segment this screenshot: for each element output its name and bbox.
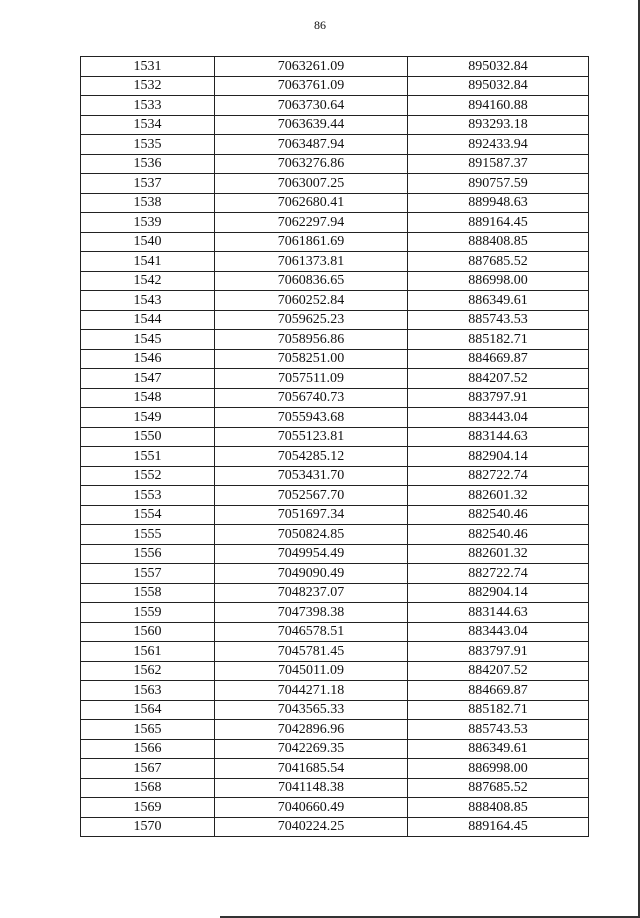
- x-coordinate-cell: 7061373.81: [215, 252, 408, 272]
- point-number-cell: 1546: [81, 349, 215, 369]
- y-coordinate-cell: 895032.84: [408, 57, 589, 77]
- y-coordinate-cell: 886349.61: [408, 739, 589, 759]
- x-coordinate-cell: 7060252.84: [215, 291, 408, 311]
- table-row: [81, 96, 589, 116]
- table-row: [81, 349, 589, 369]
- table-row: [81, 447, 589, 467]
- x-coordinate-cell: 7041148.38: [215, 778, 408, 798]
- y-coordinate-cell: 883443.04: [408, 408, 589, 428]
- x-coordinate-cell: 7056740.73: [215, 388, 408, 408]
- y-coordinate-cell: 884669.87: [408, 349, 589, 369]
- x-coordinate-cell: 7063487.94: [215, 135, 408, 155]
- point-number-cell: 1541: [81, 252, 215, 272]
- y-coordinate-cell: 895032.84: [408, 76, 589, 96]
- y-coordinate-cell: 882540.46: [408, 505, 589, 525]
- y-coordinate-cell: 883144.63: [408, 603, 589, 623]
- page-number: 86: [314, 18, 326, 32]
- y-coordinate-cell: 885182.71: [408, 700, 589, 720]
- x-coordinate-cell: 7063261.09: [215, 57, 408, 77]
- y-coordinate-cell: 886998.00: [408, 759, 589, 779]
- table-row: [81, 271, 589, 291]
- point-number-cell: 1559: [81, 603, 215, 623]
- table-row: [81, 213, 589, 233]
- table-row: [81, 76, 589, 96]
- y-coordinate-cell: 885743.53: [408, 310, 589, 330]
- point-number-cell: 1556: [81, 544, 215, 564]
- point-number-cell: 1554: [81, 505, 215, 525]
- x-coordinate-cell: 7057511.09: [215, 369, 408, 389]
- x-coordinate-cell: 7049090.49: [215, 564, 408, 584]
- point-number-cell: 1537: [81, 174, 215, 194]
- x-coordinate-cell: 7054285.12: [215, 447, 408, 467]
- point-number-cell: 1548: [81, 388, 215, 408]
- x-coordinate-cell: 7041685.54: [215, 759, 408, 779]
- x-coordinate-cell: 7063007.25: [215, 174, 408, 194]
- point-number-cell: 1566: [81, 739, 215, 759]
- y-coordinate-cell: 883797.91: [408, 642, 589, 662]
- y-coordinate-cell: 889164.45: [408, 213, 589, 233]
- x-coordinate-cell: 7046578.51: [215, 622, 408, 642]
- x-coordinate-cell: 7055123.81: [215, 427, 408, 447]
- table-row: [81, 817, 589, 837]
- table-row: [81, 739, 589, 759]
- y-coordinate-cell: 883797.91: [408, 388, 589, 408]
- y-coordinate-cell: 884669.87: [408, 681, 589, 701]
- point-number-cell: 1538: [81, 193, 215, 213]
- table-row: [81, 174, 589, 194]
- table-row: [81, 330, 589, 350]
- y-coordinate-cell: 888408.85: [408, 232, 589, 252]
- x-coordinate-cell: 7058956.86: [215, 330, 408, 350]
- table-row: [81, 564, 589, 584]
- point-number-cell: 1535: [81, 135, 215, 155]
- point-number-cell: 1570: [81, 817, 215, 837]
- x-coordinate-cell: 7045781.45: [215, 642, 408, 662]
- x-coordinate-cell: 7052567.70: [215, 486, 408, 506]
- point-number-cell: 1563: [81, 681, 215, 701]
- x-coordinate-cell: 7048237.07: [215, 583, 408, 603]
- y-coordinate-cell: 882722.74: [408, 564, 589, 584]
- y-coordinate-cell: 891587.37: [408, 154, 589, 174]
- point-number-cell: 1531: [81, 57, 215, 77]
- table-row: [81, 388, 589, 408]
- coordinates-table-body: [81, 57, 589, 837]
- y-coordinate-cell: 884207.52: [408, 369, 589, 389]
- point-number-cell: 1569: [81, 798, 215, 818]
- x-coordinate-cell: 7063276.86: [215, 154, 408, 174]
- point-number-cell: 1539: [81, 213, 215, 233]
- y-coordinate-cell: 882601.32: [408, 486, 589, 506]
- point-number-cell: 1552: [81, 466, 215, 486]
- y-coordinate-cell: 882540.46: [408, 525, 589, 545]
- table-row: [81, 486, 589, 506]
- x-coordinate-cell: 7049954.49: [215, 544, 408, 564]
- point-number-cell: 1547: [81, 369, 215, 389]
- point-number-cell: 1536: [81, 154, 215, 174]
- y-coordinate-cell: 883443.04: [408, 622, 589, 642]
- table-row: [81, 583, 589, 603]
- table-row: [81, 252, 589, 272]
- table-row: [81, 57, 589, 77]
- x-coordinate-cell: 7040224.25: [215, 817, 408, 837]
- table-row: [81, 505, 589, 525]
- x-coordinate-cell: 7051697.34: [215, 505, 408, 525]
- point-number-cell: 1560: [81, 622, 215, 642]
- x-coordinate-cell: 7055943.68: [215, 408, 408, 428]
- point-number-cell: 1567: [81, 759, 215, 779]
- y-coordinate-cell: 882601.32: [408, 544, 589, 564]
- table-row: [81, 720, 589, 740]
- point-number-cell: 1533: [81, 96, 215, 116]
- point-number-cell: 1534: [81, 115, 215, 135]
- table-row: [81, 427, 589, 447]
- y-coordinate-cell: 882904.14: [408, 447, 589, 467]
- table-row: [81, 310, 589, 330]
- point-number-cell: 1555: [81, 525, 215, 545]
- y-coordinate-cell: 886349.61: [408, 291, 589, 311]
- table-row: [81, 193, 589, 213]
- table-row: [81, 369, 589, 389]
- point-number-cell: 1558: [81, 583, 215, 603]
- x-coordinate-cell: 7063730.64: [215, 96, 408, 116]
- x-coordinate-cell: 7063761.09: [215, 76, 408, 96]
- x-coordinate-cell: 7062680.41: [215, 193, 408, 213]
- y-coordinate-cell: 889948.63: [408, 193, 589, 213]
- point-number-cell: 1551: [81, 447, 215, 467]
- table-row: [81, 525, 589, 545]
- x-coordinate-cell: 7062297.94: [215, 213, 408, 233]
- table-row: [81, 700, 589, 720]
- table-row: [81, 661, 589, 681]
- point-number-cell: 1564: [81, 700, 215, 720]
- y-coordinate-cell: 885182.71: [408, 330, 589, 350]
- x-coordinate-cell: 7050824.85: [215, 525, 408, 545]
- point-number-cell: 1550: [81, 427, 215, 447]
- table-row: [81, 154, 589, 174]
- x-coordinate-cell: 7059625.23: [215, 310, 408, 330]
- y-coordinate-cell: 888408.85: [408, 798, 589, 818]
- table-row: [81, 759, 589, 779]
- table-row: [81, 544, 589, 564]
- table-row: [81, 232, 589, 252]
- point-number-cell: 1543: [81, 291, 215, 311]
- point-number-cell: 1540: [81, 232, 215, 252]
- table-row: [81, 622, 589, 642]
- point-number-cell: 1561: [81, 642, 215, 662]
- y-coordinate-cell: 882722.74: [408, 466, 589, 486]
- x-coordinate-cell: 7042896.96: [215, 720, 408, 740]
- y-coordinate-cell: 883144.63: [408, 427, 589, 447]
- y-coordinate-cell: 889164.45: [408, 817, 589, 837]
- table-row: [81, 603, 589, 623]
- x-coordinate-cell: 7053431.70: [215, 466, 408, 486]
- x-coordinate-cell: 7042269.35: [215, 739, 408, 759]
- table-row: [81, 681, 589, 701]
- table-row: [81, 408, 589, 428]
- y-coordinate-cell: 882904.14: [408, 583, 589, 603]
- table-row: [81, 778, 589, 798]
- x-coordinate-cell: 7044271.18: [215, 681, 408, 701]
- coordinates-table: [80, 56, 589, 837]
- x-coordinate-cell: 7058251.00: [215, 349, 408, 369]
- table-row: [81, 466, 589, 486]
- x-coordinate-cell: 7045011.09: [215, 661, 408, 681]
- point-number-cell: 1544: [81, 310, 215, 330]
- y-coordinate-cell: 884207.52: [408, 661, 589, 681]
- table-row: [81, 798, 589, 818]
- y-coordinate-cell: 885743.53: [408, 720, 589, 740]
- point-number-cell: 1545: [81, 330, 215, 350]
- point-number-cell: 1568: [81, 778, 215, 798]
- y-coordinate-cell: 887685.52: [408, 778, 589, 798]
- point-number-cell: 1565: [81, 720, 215, 740]
- point-number-cell: 1562: [81, 661, 215, 681]
- table-row: [81, 135, 589, 155]
- point-number-cell: 1553: [81, 486, 215, 506]
- x-coordinate-cell: 7047398.38: [215, 603, 408, 623]
- x-coordinate-cell: 7043565.33: [215, 700, 408, 720]
- point-number-cell: 1542: [81, 271, 215, 291]
- x-coordinate-cell: 7040660.49: [215, 798, 408, 818]
- point-number-cell: 1549: [81, 408, 215, 428]
- y-coordinate-cell: 892433.94: [408, 135, 589, 155]
- y-coordinate-cell: 886998.00: [408, 271, 589, 291]
- x-coordinate-cell: 7063639.44: [215, 115, 408, 135]
- y-coordinate-cell: 893293.18: [408, 115, 589, 135]
- table-row: [81, 291, 589, 311]
- table-row: [81, 115, 589, 135]
- point-number-cell: 1532: [81, 76, 215, 96]
- y-coordinate-cell: 894160.88: [408, 96, 589, 116]
- table-row: [81, 642, 589, 662]
- x-coordinate-cell: 7061861.69: [215, 232, 408, 252]
- y-coordinate-cell: 887685.52: [408, 252, 589, 272]
- x-coordinate-cell: 7060836.65: [215, 271, 408, 291]
- point-number-cell: 1557: [81, 564, 215, 584]
- y-coordinate-cell: 890757.59: [408, 174, 589, 194]
